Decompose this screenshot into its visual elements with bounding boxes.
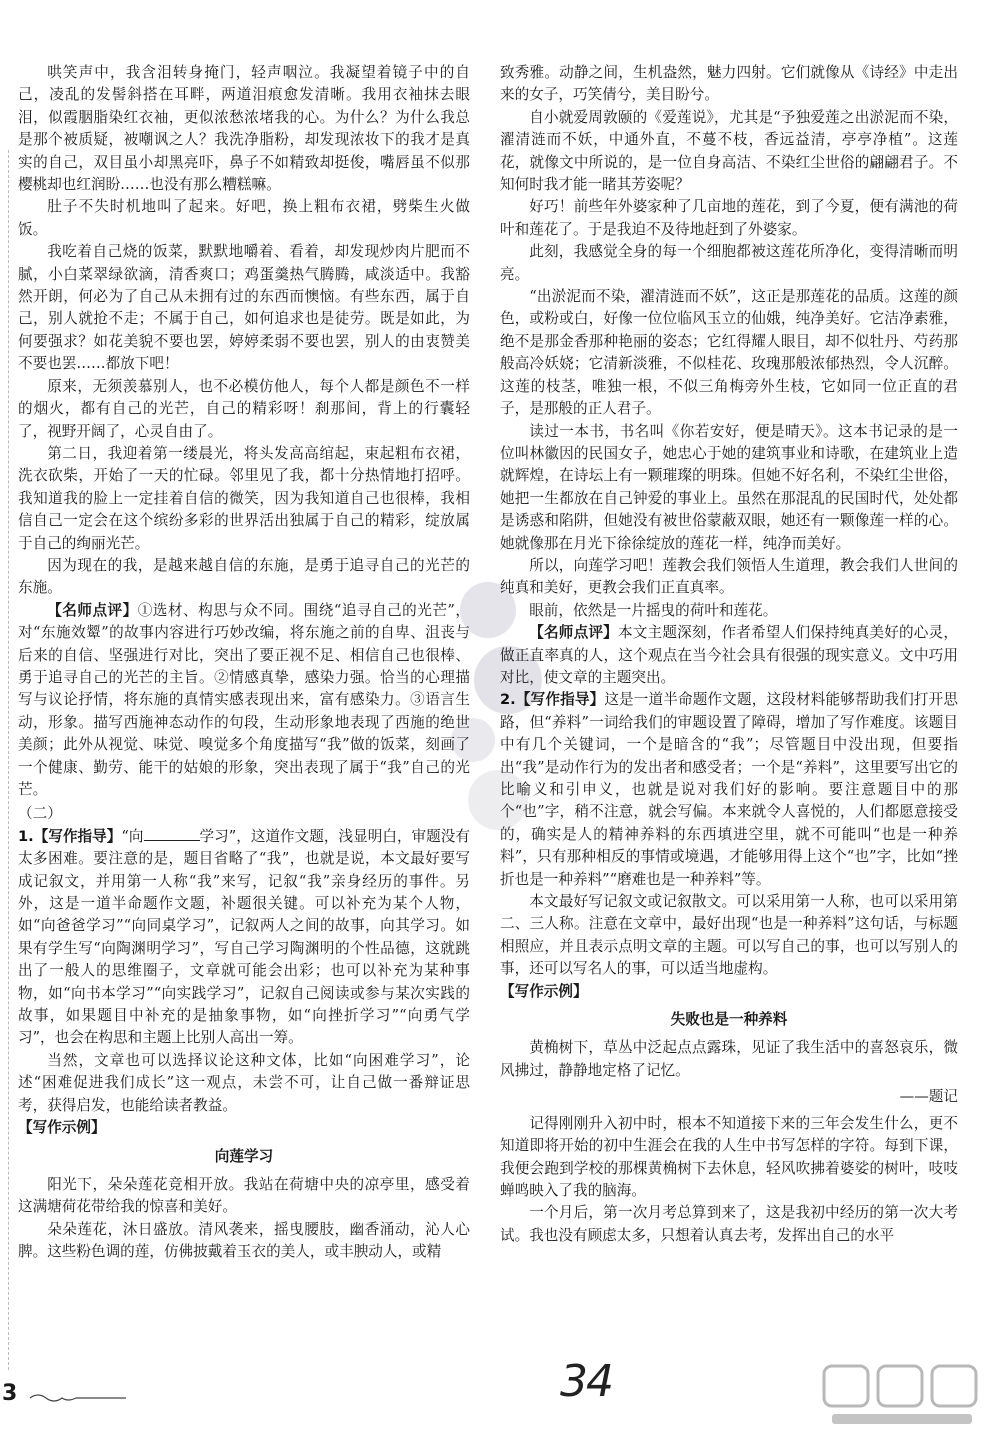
comment-tag: 【名师点评】 xyxy=(47,601,138,619)
fill-blank xyxy=(144,826,200,841)
essay-paragraph: 致秀雅。动静之间，生机盎然，魅力四射。它们就像从《诗经》中走出来的女子，巧笑倩兮，美目盼兮。 xyxy=(500,64,958,104)
guide-paragraph: 本文最好写记叙文或记叙散文。可以采用第一人称，也可以采用第二、三人称。注意在文章中，最好出现“也是一种养料”这句话，与标题相照应，并且表示点明文章的主题。可以写自己的事，也可以写别人的事，还可以写名人的事，可以适当地虚构。 xyxy=(500,893,958,978)
essay-paragraph: “出淤泥而不染，濯清涟而不妖”，这正是那莲花的品质。这莲的颜色，或粉或白，好像一位位临风玉立的仙娥，纯净美好。它洁净素雅，绝不是那金香那种艳丽的姿态；它红得耀人眼目，却不似牡丹、芍药那般高冷妖娆；它清新淡雅，不似桂花、玫瑰那般浓郁热烈，令人沉醉。这莲的枝茎，唯独一根，不似三角梅旁外生枝，它如同一位正直的君子，是那般的正人君子。 xyxy=(500,288,958,418)
writing-guide-2 xyxy=(500,689,958,891)
essay-title: 失败也是一种养料 xyxy=(670,1011,788,1029)
essay-paragraph: 自小就爱周敦颐的《爱莲说》，尤其是“予独爱莲之出淤泥而不染，濯清涟而不妖，中通外直，不蔓不枝，香远益清，亭亭净植”。这莲花，就像文中所说的，是一位自身高洁、不染红尘世俗的翩翩君子。不知何时我才能一睹其芳姿呢？ xyxy=(500,108,958,194)
page-corner-number: 3 xyxy=(2,1381,18,1406)
teacher-comment xyxy=(500,622,958,689)
essay-paragraph: 第二日，我迎着第一缕晨光，将头发高高绾起，束起粗布衣裙，洗衣砍柴，开始了一天的忙碌。邻里见了我，都十分热情地打招呼。我知道我的脸上一定挂着自信的微笑，因为我知道自己也很棒，我相信自己一定会在这个缤纷多彩的世界活出独属于自己的精彩，绽放属于自己的绚丽光芒。 xyxy=(18,444,470,552)
essay-paragraph: 原来，无须羡慕别人，也不必模仿他人，每个人都是颜色不一样的烟火，都有自己的光芒，自己的精彩呀！刹那间，背上的行囊轻了，视野开阔了，心灵自由了。 xyxy=(18,377,470,440)
essay-paragraph: 阳光下，朵朵莲花竞相开放。我站在荷塘中央的凉亭里，感受着这满塘荷花带给我的惊喜和美好。 xyxy=(18,1175,470,1216)
comment-tag: 【名师点评】 xyxy=(529,624,618,642)
question-number: 1. xyxy=(18,827,34,845)
essay-paragraph: 此刻，我感觉全身的每一个细胞都被这莲花所净化，变得清晰而明亮。 xyxy=(500,243,958,283)
section-heading: （二） xyxy=(18,805,62,823)
handwritten-page-number: 34 xyxy=(560,1356,612,1407)
epigraph-signature: ——题记 xyxy=(899,1088,958,1106)
essay-paragraph: 肚子不失时机地叫了起来。好吧，换上粗布衣裙，劈柴生火做饭。 xyxy=(18,198,470,238)
essay-paragraph: 记得刚刚升入初中时，根本不知道接下来的三年会发生什么，更不知道即将开始的初中生涯会在我的人生中书写怎样的字符。每到下课，我便会跑到学校的那棵黄桷树下去休息，轻风吹拂着婆娑的树叶，吱吱蝉鸣映入了我的脑海。 xyxy=(500,1114,958,1199)
right-column xyxy=(500,62,958,1247)
comment-text: 本文主题深刻，作者希望人们保持纯真美好的心灵，做正直率真的人，这个观点在当今社会具有很强的现实意义。文中巧用对比，使文章的主题突出。 xyxy=(500,624,958,686)
comment-text: ①选材、构思与众不同。围绕“追寻自己的光芒”，对“东施效颦”的故事内容进行巧妙改编，将东施之前的自卑、沮丧与后来的自信、坚强进行对比，突出了要正视不足、相信自己也很棒、勇于追寻自己的光芒的主旨。②情感真挚，感染力强。恰当的心理描写与议论抒情，将东施的真情实感表现出来，富有感染力。③语言生动，形象。描写西施神态动作的句段，生动形象地表现了西施的绝世美颜；此外从视觉、味觉、嗅觉多个角度描写“我”做的饭菜，刻画了一个健康、勤劳、能干的姑娘的形象，突出表现了属于“我”自己的光芒。 xyxy=(18,601,470,798)
essay-title: 向莲学习 xyxy=(214,1147,274,1165)
writing-guide-1 xyxy=(18,826,470,1050)
essay-paragraph: 所以，向莲学习吧！莲教会我们领悟人生道理，教会我们人世间的纯真和美好，更教会我们正直真率。 xyxy=(500,556,958,597)
essay-paragraph: 我吃着自己烧的饭菜，默默地嚼着、看着，却发现炒肉片肥而不腻，小白菜翠绿欲滴，清香爽口；鸡蛋羹热气腾腾，咸淡适中。我豁然开朗，何必为了自己从未拥有过的东西而懊恼。有些东西，属于自己，别人就抢不走；不属于自己，如何追求也是徒劳。既是如此，为何要强求？如花美貌不要也罢，婷婷柔弱不要也罢，别人的由衷赞美不要也罢……都放下吧！ xyxy=(18,243,470,373)
guide-tag: 【写作指导】 xyxy=(33,827,122,845)
guide-text: 学习”，这道作文题，浅显明白，审题没有太多困难。要注意的是，题目省略了“我”，也就是说，本文最好要写成记叙文，并用第一人称“我”来写，记叙“我”亲身经历的事件。另外，这是一道半命题作文题，补题很关键。可以补充为某个人物，如“向爸爸学习”“向同桌学习”，记叙两人之间的故事，向其学习。如果有学生写“向陶渊明学习”，写自己学习陶渊明的个性品德，这就跳出了一般人的思维圈子，文章就可能会出彩；也可以补充为某种事物，如“向书本学习”“向实践学习”，记叙自己阅读或参与某次实践的故事，如果题目中补充的是抽象事物，如“向挫折学习”“向勇气学习”，也会在构思和主题上比别人高出一筹。 xyxy=(18,827,470,1047)
left-column xyxy=(18,62,470,1264)
example-tag: 【写作示例】 xyxy=(18,1119,106,1137)
essay-paragraph: 读过一本书，书名叫《你若安好，便是晴天》。这本书记录的是一位叫林徽因的民国女子，她忠心于她的建筑事业和诗歌，在建筑业上造就辉煌，在诗坛上有一颗璀璨的明珠。但她不好名利，不染红尘世俗，她把一生都放在自己钟爱的事业上。虽然在那混乱的民国时代，处处都是诱惑和陷阱，但她没有被世俗蒙蔽双眼，她还有一颗像莲一样的心。她就像那在月光下徐徐绽放的莲花一样，纯净而美好。 xyxy=(500,422,958,552)
teacher-comment xyxy=(18,600,470,802)
question-number: 2. xyxy=(500,691,516,709)
essay-paragraph: 好巧！前些年外婆家种了几亩地的莲花，到了今夏，便有满池的荷叶和莲花了。于是我迫不及待地赶到了外婆家。 xyxy=(500,198,958,238)
essay-paragraph: 一个月后，第一次月考总算到来了，这是我初中经历的第一次大考试。我也没有顾虑太多，只想着认真去考，发挥出自己的水平 xyxy=(500,1204,958,1244)
watermark-logo xyxy=(818,1360,988,1430)
essay-paragraph: 哄笑声中，我含泪转身掩门，轻声咽泣。我凝望着镜子中的自己，凌乱的发髻斜搭在耳畔，两道泪痕愈发清晰。我用衣袖抹去眼泪，似霞胭脂染红衣袖，更似浓愁浓堵我的心。为什么？为什么我总是那个被质疑，被嘲讽之人？我洗净脂粉，却发现浓妆下的我才是真实的自己，双目虽小却黑亮吓，鼻子不如精致却挺俊，嘴唇虽不似那樱桃却也红润盼……也没有那么糟糕嘛。 xyxy=(18,64,470,194)
corner-ornament-icon xyxy=(28,1390,128,1404)
margin-dashed-line xyxy=(8,150,9,1370)
essay-paragraph: 黄桷树下，草丛中泛起点点露珠，见证了我生活中的喜怒哀乐，微风拂过，静静地定格了记忆。 xyxy=(500,1039,958,1079)
guide-text: 这是一道半命题作文题，这段材料能够帮助我们打开思路，但“养料”一词给我们的审题设置了障碍，增加了写作难度。该题目中有几个关键词，一个是暗含的“我”；尽管题目中没出现，但要指出“我”是动作行为的发出者和感受者；一个是“养料”，这里要写出它的比喻义和引申义，也就是说对我们好的影响。要注意题目中的那个“也”字，稍不注意，就会写偏。本来就令人喜悦的，人们都愿意接受的，确实是人的精神养料的东西填进空里，就不可能叫“也是一种养料”，只有那种相反的事情或境遇，才能够用得上这个“也”字，比如“挫折也是一种养料”“磨难也是一种养料”等。 xyxy=(500,691,958,888)
guide-tag: 【写作指导】 xyxy=(515,691,605,709)
essay-paragraph: 眼前，依然是一片摇曳的荷叶和莲花。 xyxy=(529,601,778,619)
example-tag: 【写作示例】 xyxy=(500,982,588,1000)
guide-quote-open: “向 xyxy=(121,827,144,845)
essay-paragraph: 因为现在的我，是越来越自信的东施，是勇于追寻自己的光芒的东施。 xyxy=(18,556,470,597)
essay-paragraph: 朵朵莲花，沐日盛放。清风袭来，摇曳腰肢，幽香涌动，沁人心脾。这些粉色调的莲，仿佛披戴着玉衣的美人，或丰腴动人，或精 xyxy=(18,1220,470,1261)
guide-paragraph: 当然，文章也可以选择议论这种文体，比如“向困难学习”，论述“困难促进我们成长”这一观点，未尝不可，让自己做一番辩证思考，获得启发，也能给读者教益。 xyxy=(18,1051,470,1114)
